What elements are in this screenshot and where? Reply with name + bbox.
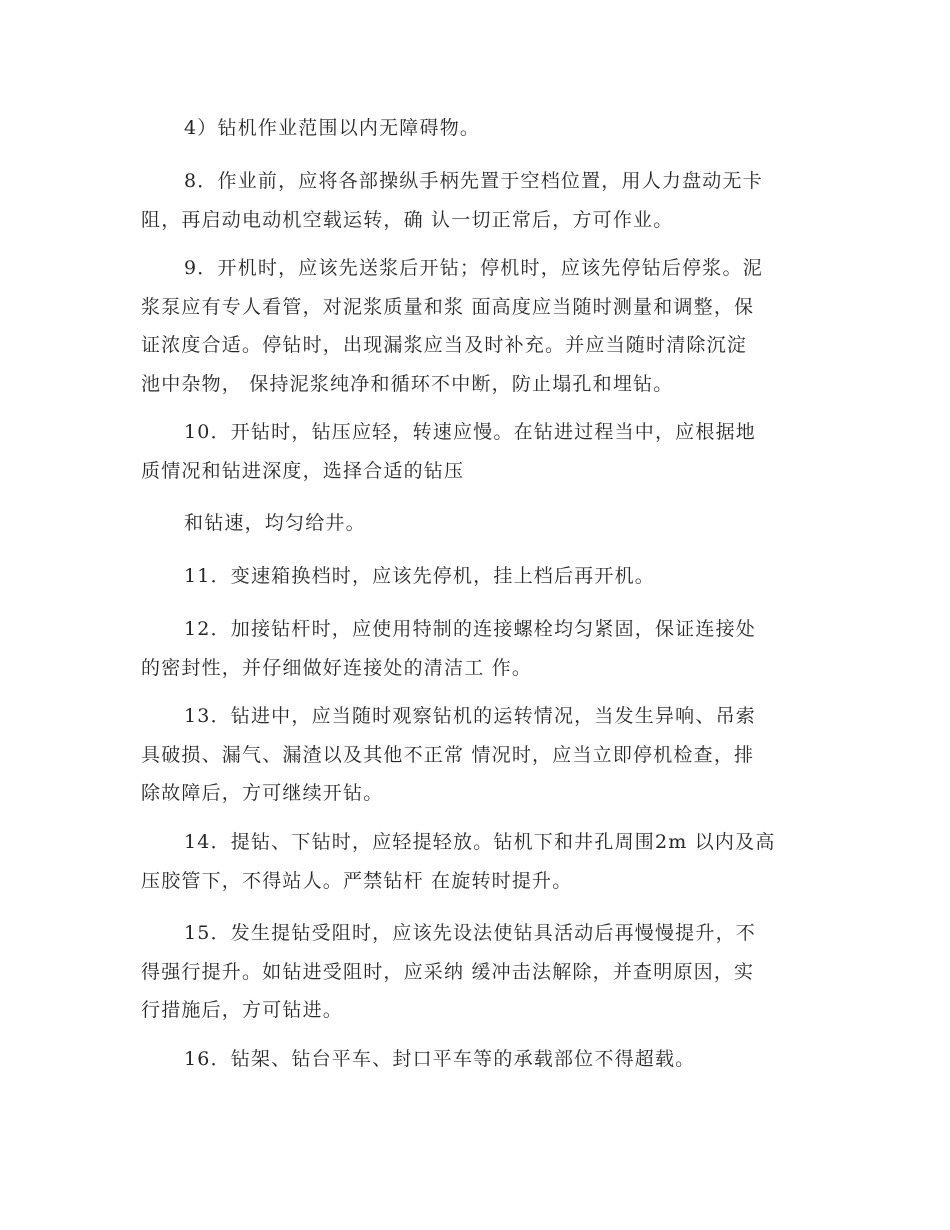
paragraph-14	[141, 823, 821, 900]
paragraph-line: 池中杂物， 保持泥浆纯净和循环不中断，防止塌孔和埋钻。	[141, 372, 674, 395]
paragraph-line: 8．作业前，应将各部操纵手柄先置于空档位置，用人力盘动无卡	[184, 170, 763, 192]
paragraph-line: 阻，再启动电动机空载运转，确 认一切正常后，方可作业。	[141, 208, 674, 231]
paragraph-15	[141, 914, 821, 1030]
paragraph-line: 质情况和钻进深度，选择合适的钻压	[141, 459, 465, 482]
paragraph-line: 15．发生提钻受阻时，应该先设法使钻具活动后再慢慢提升，不	[184, 922, 756, 944]
paragraph-16	[141, 1040, 821, 1079]
paragraph-line: 压胶管下，不得站人。严禁钻杆 在旋转时提升。	[141, 869, 573, 892]
paragraph-line: 除故障后，方可继续开钻。	[141, 782, 384, 804]
paragraph-13	[141, 697, 821, 813]
paragraph-10-continued	[141, 504, 821, 543]
paragraph-line: 的密封性，并仔细做好连接处的清洁工 作。	[141, 656, 533, 679]
paragraph-line: 16．钻架、钻台平车、封口平车等的承载部位不得超载。	[184, 1048, 696, 1070]
paragraph-line: 13．钻进中，应当随时观察钻机的运转情况，当发生异响、吊索	[184, 705, 756, 727]
paragraph-4	[141, 109, 821, 148]
paragraph-line: 行措施后，方可钻进。	[141, 999, 344, 1021]
paragraph-line: 9．开机时，应该先送浆后开钻；停机时，应该先停钻后停浆。泥	[184, 257, 763, 279]
paragraph-line: 得强行提升。如钻进受阻时，应采纳 缓冲击法解除，并查明原因，实	[141, 960, 755, 983]
paragraph-line: 14．提钻、下钻时，应轻提轻放。钻机下和井孔周围2m 以内及高	[184, 831, 776, 853]
paragraph-line: 和钻速，均匀给井。	[184, 512, 366, 534]
paragraph-line: 具破损、漏气、漏渣以及其他不正常 情况时，应当立即停机检查，排	[141, 743, 755, 766]
paragraph-11	[141, 557, 821, 596]
paragraph-line: 浆泵应有专人看管，对泥浆质量和浆 面高度应当随时测量和调整，保	[141, 295, 755, 318]
paragraph-10	[141, 413, 821, 490]
paragraph-line: 证浓度合适。停钻时，出现漏浆应当及时补充。并应当随时清除沉淀	[141, 334, 748, 356]
paragraph-line: 12．加接钻杆时，应使用特制的连接螺栓均匀紧固，保证连接处	[184, 618, 756, 640]
paragraph-12	[141, 610, 821, 687]
paragraph-line: 4）钻机作业范围以内无障碍物。	[184, 117, 481, 139]
paragraph-line: 10．开钻时，钻压应轻，转速应慢。在钻进过程当中，应根据地	[184, 421, 756, 443]
paragraph-8	[141, 162, 821, 239]
paragraph-line: 11．变速箱换档时，应该先停机，挂上档后再开机。	[184, 565, 655, 587]
paragraph-9	[141, 249, 821, 403]
